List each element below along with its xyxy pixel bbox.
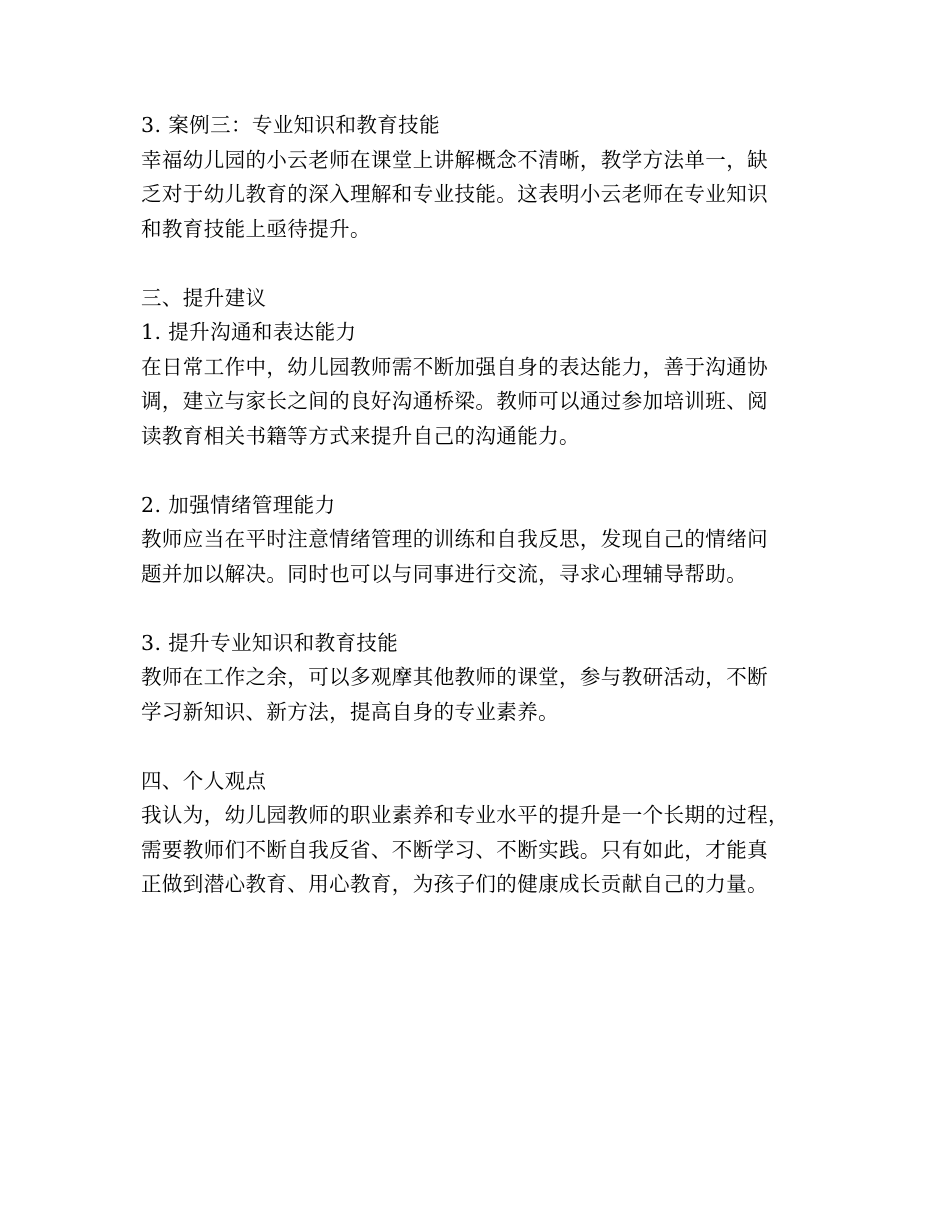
paragraph-line: 教师应当在平时注意情绪管理的训练和自我反思，发现自己的情绪问 (141, 527, 768, 551)
item3-heading: 3. 提升专业知识和教育技能 (141, 630, 399, 655)
document-body (141, 108, 841, 902)
paragraph-gap (141, 591, 841, 626)
item2-heading: 2. 加强情绪管理能力 (141, 492, 336, 517)
item1-heading: 1. 提升沟通和表达能力 (141, 320, 357, 344)
paragraph-line: 幸福幼儿园的小云老师在课堂上讲解概念不清晰，教学方法单一，缺 (141, 147, 768, 172)
paragraph-line: 在日常工作中，幼儿园教师需不断加强自身的表达能力，善于沟通协 (141, 354, 768, 379)
paragraph-gap (141, 453, 841, 488)
paragraph-gap (141, 729, 841, 764)
paragraph-line: 和教育技能上亟待提升。 (141, 216, 371, 241)
case3-heading: 3. 案例三：专业知识和教育技能 (141, 113, 440, 137)
paragraph-line: 调，建立与家长之间的良好沟通桥梁。教师可以通过参加培训班、阅 (141, 389, 768, 413)
paragraph-line: 学习新知识、新方法，提高自身的专业素养。 (141, 699, 559, 724)
paragraph-line: 需要教师们不断自我反省、不断学习、不断实践。只有如此，才能真 (141, 837, 768, 862)
paragraph-line: 读教育相关书籍等方式来提升自己的沟通能力。 (141, 423, 580, 448)
paragraph-line: 教师在工作之余，可以多观摩其他教师的课堂，参与教研活动，不断 (141, 665, 768, 689)
paragraph-line: 题并加以解决。同时也可以与同事进行交流，寻求心理辅导帮助。 (141, 561, 748, 586)
paragraph-line: 正做到潜心教育、用心教育，为孩子们的健康成长贡献自己的力量。 (141, 872, 768, 896)
section3-heading: 三、提升建议 (141, 285, 267, 310)
paragraph-line: 我认为，幼儿园教师的职业素养和专业水平的提升是一个长期的过程， (141, 803, 789, 827)
section4-heading: 四、个人观点 (141, 768, 267, 793)
paragraph-line: 乏对于幼儿教育的深入理解和专业技能。这表明小云老师在专业知识 (141, 182, 768, 206)
paragraph-gap (141, 246, 841, 281)
